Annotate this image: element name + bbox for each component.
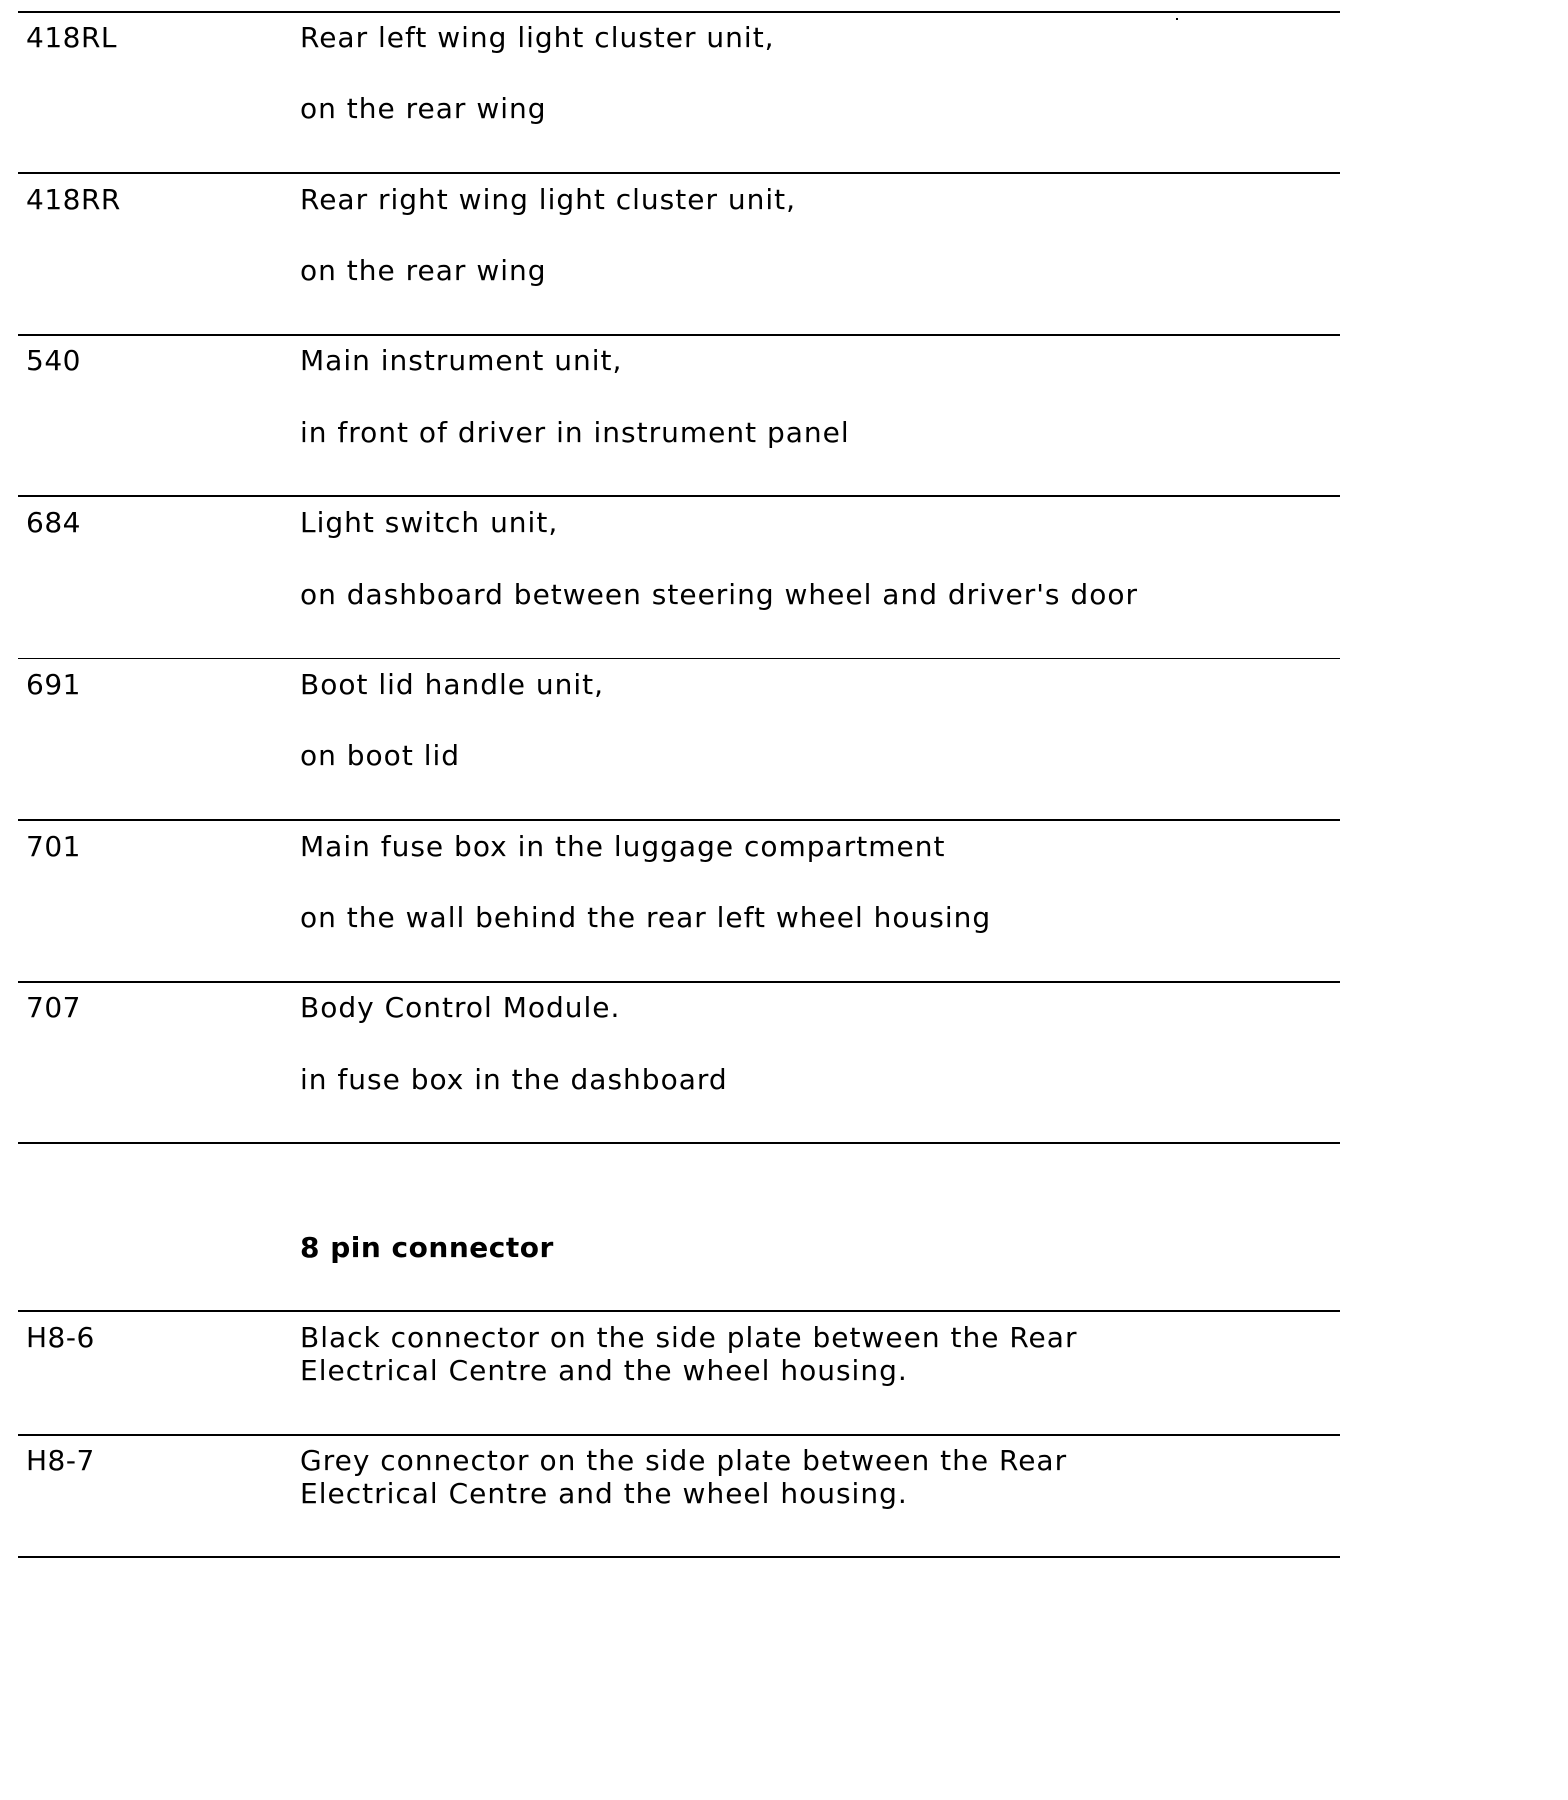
component-code: 684 (26, 506, 81, 539)
row-divider (18, 1310, 1340, 1312)
connector-code: H8-7 (26, 1444, 95, 1477)
component-description: Boot lid handle unit, (300, 668, 605, 701)
connector-description-continued: Electrical Centre and the wheel housing. (300, 1477, 908, 1510)
row-divider (18, 334, 1340, 336)
component-location: on the rear wing (300, 92, 547, 125)
row-divider (18, 1434, 1340, 1436)
row-divider (18, 819, 1340, 821)
component-location: on dashboard between steering wheel and driver's door (300, 578, 1138, 611)
row-divider (18, 11, 1340, 13)
component-code: 540 (26, 344, 81, 377)
component-code: 418RL (26, 21, 117, 54)
component-description: Rear left wing light cluster unit, (300, 21, 775, 54)
connector-description: Grey connector on the side plate between the Rear (300, 1444, 1068, 1477)
component-code: 418RR (26, 183, 121, 216)
row-divider (18, 172, 1340, 174)
component-code: 691 (26, 668, 81, 701)
component-location: on the rear wing (300, 254, 547, 287)
component-code: 707 (26, 991, 81, 1024)
component-location: in fuse box in the dashboard (300, 1063, 728, 1096)
stray-dot (1176, 18, 1178, 20)
connector-description: Black connector on the side plate between the Rear (300, 1321, 1078, 1354)
connector-description-continued: Electrical Centre and the wheel housing. (300, 1354, 908, 1387)
component-description: Body Control Module. (300, 991, 621, 1024)
row-divider (18, 1556, 1340, 1558)
component-location: in front of driver in instrument panel (300, 416, 850, 449)
component-description: Main instrument unit, (300, 344, 623, 377)
component-description: Rear right wing light cluster unit, (300, 183, 797, 216)
connector-code: H8-6 (26, 1321, 95, 1354)
component-location: on the wall behind the rear left wheel housing (300, 901, 992, 934)
row-divider (18, 658, 1340, 659)
component-code: 701 (26, 830, 81, 863)
row-divider (18, 495, 1340, 497)
row-divider (18, 1142, 1340, 1144)
row-divider (18, 981, 1340, 983)
component-description: Main fuse box in the luggage compartment (300, 830, 946, 863)
component-description: Light switch unit, (300, 506, 559, 539)
component-location: on boot lid (300, 739, 461, 772)
section-heading: 8 pin connector (300, 1231, 554, 1264)
